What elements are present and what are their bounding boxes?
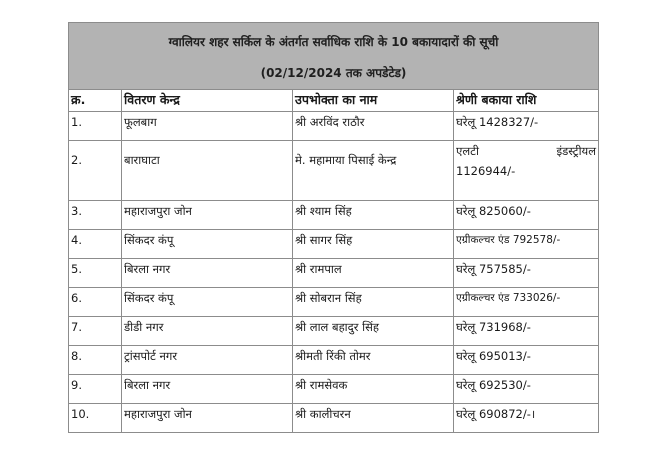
table-row xyxy=(69,201,599,230)
category-part: इंडस्ट्रीयल xyxy=(556,144,597,158)
cell-category-amount: घरेलू 690872/-। xyxy=(454,404,599,433)
cell-serial: 8. xyxy=(69,346,122,375)
cell-consumer: श्री लाल बहादुर सिंह xyxy=(293,317,454,346)
category-line xyxy=(456,144,596,159)
cell-serial: 5. xyxy=(69,259,122,288)
cell-serial: 10. xyxy=(69,404,122,433)
cell-consumer: श्री श्याम सिंह xyxy=(293,201,454,230)
cell-category-amount: घरेलू 757585/- xyxy=(454,259,599,288)
table-subtitle: (02/12/2024 तक अपडेटेड) xyxy=(260,66,407,80)
table-title-cell xyxy=(69,23,599,90)
cell-category-amount: एग्रीकल्चर एंड 733026/- xyxy=(454,288,599,317)
cell-consumer: श्री अरविंद राठौर xyxy=(293,112,454,141)
defaulters-table-container xyxy=(68,22,598,433)
amount-part: 1126944/- xyxy=(456,164,516,178)
cell-consumer: श्री सागर सिंह xyxy=(293,230,454,259)
cell-serial: 2. xyxy=(69,141,122,201)
cell-category-amount: एग्रीकल्चर एंड 792578/- xyxy=(454,230,599,259)
cell-consumer: श्री सोबरान सिंह xyxy=(293,288,454,317)
cell-consumer: श्रीमती रिंकी तोमर xyxy=(293,346,454,375)
cell-serial: 7. xyxy=(69,317,122,346)
table-row xyxy=(69,375,599,404)
cell-consumer: श्री कालीचरन xyxy=(293,404,454,433)
cell-serial: 1. xyxy=(69,112,122,141)
header-serial: क्र. xyxy=(69,90,122,112)
table-title: ग्वालियर शहर सर्किल के अंतर्गत सर्वाधिक राशि के 10 बकायादारों की सूची xyxy=(168,35,499,49)
cell-center: बिरला नगर xyxy=(122,375,293,404)
table-row xyxy=(69,112,599,141)
cell-center: महाराजपुरा जोन xyxy=(122,201,293,230)
cell-center: डीडी नगर xyxy=(122,317,293,346)
cell-category-amount: घरेलू 731968/- xyxy=(454,317,599,346)
cell-serial: 4. xyxy=(69,230,122,259)
header-consumer-name: उपभोक्ता का नाम xyxy=(293,90,454,112)
cell-consumer: श्री रामपाल xyxy=(293,259,454,288)
cell-center: फूलबाग xyxy=(122,112,293,141)
cell-center: बिरला नगर xyxy=(122,259,293,288)
defaulters-table xyxy=(68,22,599,433)
cell-center: सिंकदर कंपू xyxy=(122,288,293,317)
cell-consumer: मे. महामाया पिसाई केन्द्र xyxy=(293,141,454,201)
cell-category-amount: घरेलू 695013/- xyxy=(454,346,599,375)
table-row xyxy=(69,317,599,346)
cell-serial: 6. xyxy=(69,288,122,317)
cell-category-amount: घरेलू 692530/- xyxy=(454,375,599,404)
cell-center: ट्रांसपोर्ट नगर xyxy=(122,346,293,375)
cell-center: सिंकदर कंपू xyxy=(122,230,293,259)
table-row xyxy=(69,404,599,433)
header-row xyxy=(69,90,599,112)
cell-category-amount: घरेलू 825060/- xyxy=(454,201,599,230)
header-category-amount: श्रेणी बकाया राशि xyxy=(454,90,599,112)
cell-serial: 3. xyxy=(69,201,122,230)
table-row xyxy=(69,230,599,259)
cell-center: बाराघाटा xyxy=(122,141,293,201)
table-row xyxy=(69,141,599,201)
category-part: एलटी xyxy=(456,144,479,158)
table-row xyxy=(69,346,599,375)
cell-serial: 9. xyxy=(69,375,122,404)
cell-consumer: श्री रामसेवक xyxy=(293,375,454,404)
cell-category-amount xyxy=(454,141,599,201)
cell-category-amount: घरेलू 1428327/- xyxy=(454,112,599,141)
header-distribution-center: वितरण केन्द्र xyxy=(122,90,293,112)
table-row xyxy=(69,259,599,288)
table-row xyxy=(69,288,599,317)
cell-center: महाराजपुरा जोन xyxy=(122,404,293,433)
